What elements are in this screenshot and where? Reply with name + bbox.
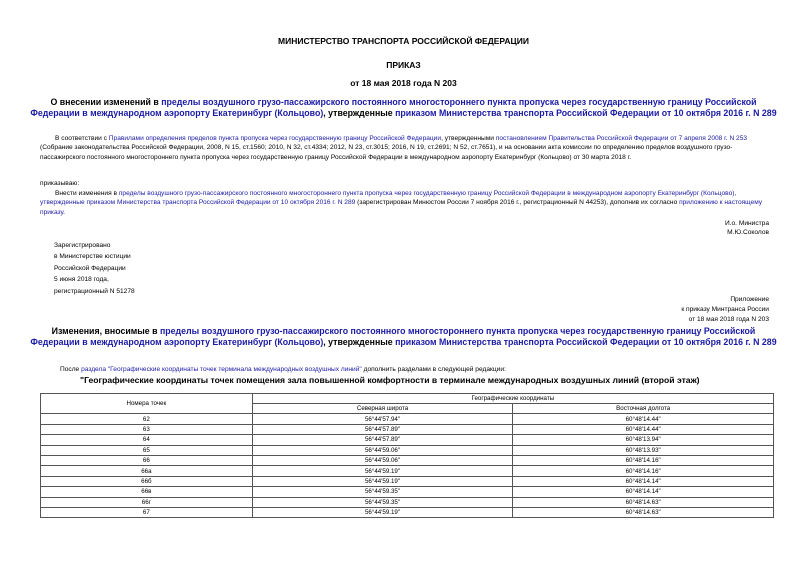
appendix-label: Приложение <box>730 296 769 303</box>
preamble-link-decree[interactable]: постановлением Правительства Российской Федерации от 7 апреля 2008 г. N 253 <box>495 135 748 142</box>
table-row <box>41 424 774 434</box>
longitude-cell: 60°48'14.44" <box>513 424 774 434</box>
latitude-cell: 56°44'59.19" <box>252 476 513 486</box>
longitude-cell: 60°48'14.16" <box>513 466 774 476</box>
table-row <box>41 414 774 424</box>
longitude-cell: 60°48'13.93" <box>513 445 774 455</box>
table-row <box>41 455 774 465</box>
latitude-cell: 56°44'59.35" <box>252 497 513 507</box>
registration-line: 5 июня 2018 года, <box>54 276 109 284</box>
preamble-text-2: , утвержденными <box>441 135 496 142</box>
point-number-cell: 66г <box>41 497 253 507</box>
table-row <box>41 507 774 517</box>
latitude-cell: 56°44'57.89" <box>252 435 513 445</box>
latitude-cell: 56°44'57.94" <box>252 414 513 424</box>
longitude-cell: 60°48'14.14" <box>513 487 774 497</box>
signature-position: И.о. Министра <box>724 220 769 227</box>
registration-line: Зарегистрировано <box>54 242 111 249</box>
order-link-limits[interactable]: пределы воздушного грузо-пассажирского постоянного многостороннего пункта пропуска через государственную границу Российской Федерации в международном аэропорту Екатеринбург (Кольцово), утвержденные приказом Министерства транспорта Российской Федерации от 10 октября 2016 г. N 289 <box>40 190 737 207</box>
point-number-cell: 66б <box>41 476 253 486</box>
title2-middle: , утвержденные <box>323 337 396 347</box>
signature-name: М.Ю.Соколов <box>727 229 769 236</box>
order-text-2: (зарегистрирован Минюстом России 7 ноября 2016 г., регистрационный N 44253), дополнив их согласно <box>355 199 680 207</box>
preamble-text-3: (Собрание законодательства Российской Федерации, 2008, N 15, ст.1560; 2010, N 32, ст.4334; 2012, N 23, ст.3015; 2016, N 19, ст.2691; N 52, ст.7651), и на основании акта комиссии по определению пределов воздушного грузо-пассажирского постоянного многостороннего пункта пропуска через государственную границу Российской Федерации в международном аэропорту Екатеринбург (Кольцово) от 30 марта 2018 г. <box>40 144 733 161</box>
appendix-date: от 18 мая 2018 года N 203 <box>688 316 769 324</box>
registration-line: Российской Федерации <box>54 264 126 272</box>
col-header-points: Номера точек <box>41 394 253 414</box>
longitude-cell: 60°48'14.63" <box>513 507 774 517</box>
table-row <box>41 466 774 476</box>
longitude-cell: 60°48'14.14" <box>513 476 774 486</box>
preamble-text-1: В соответствии с <box>55 135 109 142</box>
point-number-cell: 66 <box>41 455 253 465</box>
doc-type-heading: ПРИКАЗ <box>386 60 421 70</box>
title-link-order-289[interactable]: приказом Министерства транспорта Российской Федерации от 10 октября 2016 г. N 289 <box>395 108 777 118</box>
order-word: приказываю: <box>40 180 80 187</box>
order-text-3: . <box>63 208 65 216</box>
after-text-2: дополнить разделами в следующей редакции: <box>361 366 506 373</box>
latitude-cell: 56°44'59.35" <box>252 487 513 497</box>
latitude-cell: 56°44'59.19" <box>252 466 513 476</box>
registration-line: в Министерстве юстиции <box>54 253 131 261</box>
table-row <box>41 476 774 486</box>
point-number-cell: 66а <box>41 466 253 476</box>
preamble-paragraph <box>40 134 775 162</box>
latitude-cell: 56°44'59.06" <box>252 445 513 455</box>
after-section-text <box>60 366 775 373</box>
coordinates-table <box>40 393 774 518</box>
latitude-cell: 56°44'59.06" <box>252 455 513 465</box>
point-number-cell: 64 <box>41 435 253 445</box>
point-number-cell: 66в <box>41 487 253 497</box>
title2-link-order-289[interactable]: приказом Министерства транспорта Российской Федерации от 10 октября 2016 г. N 289 <box>395 337 777 347</box>
latitude-cell: 56°44'57.89" <box>252 424 513 434</box>
after-link-section[interactable]: раздела "Географические координаты точек терминала международных воздушных линий" <box>81 366 362 373</box>
order-paragraph <box>40 189 775 217</box>
preamble-link-rules[interactable]: Правилами определения пределов пункта пропуска через государственную границу Российской Федерации <box>108 135 442 142</box>
point-number-cell: 62 <box>41 414 253 424</box>
ministry-heading: МИНИСТЕРСТВО ТРАНСПОРТА РОССИЙСКОЙ ФЕДЕРАЦИИ <box>278 36 529 46</box>
appendix-title <box>30 326 777 348</box>
longitude-cell: 60°48'14.63" <box>513 497 774 507</box>
point-number-cell: 65 <box>41 445 253 455</box>
title-link-limits[interactable]: пределы воздушного грузо-пассажирского постоянного многостороннего пункта пропуска через государственную границу Российской Федерации в международном аэропорту Екатеринбург (Кольцово) <box>30 97 757 118</box>
appendix-ref: к приказу Минтранса России <box>681 306 769 314</box>
title-middle: , утвержденные <box>323 108 396 118</box>
point-number-cell: 67 <box>41 507 253 517</box>
longitude-cell: 60°48'13.94" <box>513 435 774 445</box>
appendix-block <box>469 295 769 326</box>
col-header-coords: Географические координаты <box>252 394 773 404</box>
table-row <box>41 497 774 507</box>
title-prefix: О внесении изменений в <box>50 97 162 107</box>
latitude-cell: 56°44'59.19" <box>252 507 513 517</box>
order-date-number: от 18 мая 2018 года N 203 <box>350 78 457 88</box>
order-link-appendix[interactable]: приложению к настоящему приказу <box>40 199 763 216</box>
table-row <box>41 435 774 445</box>
table-row <box>41 445 774 455</box>
order-title <box>30 97 777 119</box>
after-text-1: После <box>60 366 82 373</box>
section-title: "Географические координаты точек помещения зала повышенной комфортности в терминале международных воздушных линий (второй этаж) <box>80 375 700 385</box>
longitude-cell: 60°48'14.16" <box>513 455 774 465</box>
table-row <box>41 487 774 497</box>
longitude-cell: 60°48'14.44" <box>513 414 774 424</box>
title2-prefix: Изменения, вносимые в <box>51 326 160 336</box>
registration-line: регистрационный N 51278 <box>54 287 135 295</box>
point-number-cell: 63 <box>41 424 253 434</box>
order-text-1: Внести изменения в <box>55 190 119 197</box>
col-header-longitude: Восточная долгота <box>513 404 774 414</box>
title2-link-limits[interactable]: пределы воздушного грузо-пассажирского постоянного многостороннего пункта пропуска через государственную границу Российской Федерации в международном аэропорту Екатеринбург (Кольцово) <box>30 326 756 347</box>
col-header-latitude: Северная широта <box>252 404 513 414</box>
registration-block <box>54 240 254 297</box>
